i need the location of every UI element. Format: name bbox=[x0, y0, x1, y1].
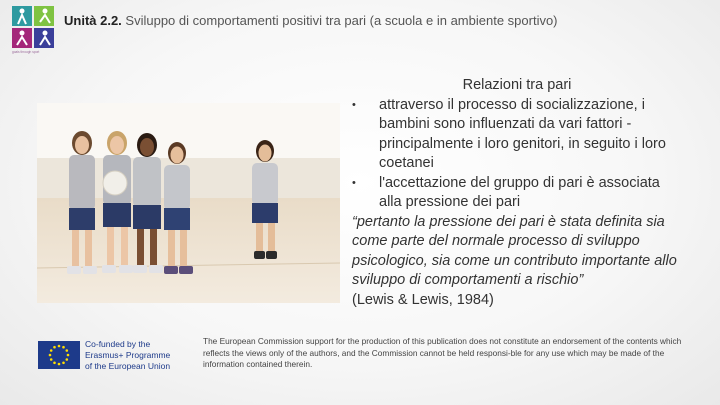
bullet-item bbox=[352, 174, 682, 213]
unit-label: Unità 2.2. bbox=[64, 13, 122, 28]
bullet-text: attraverso il processo di socializzazione, i bambini sono influenzati da vari fattori - principalmente i loro genitori, in seguito i loro coetanei bbox=[379, 96, 666, 171]
eu-line-2: Erasmus+ Programme bbox=[85, 349, 171, 360]
unit-subtitle: Sviluppo di comportamenti positivi tra pari (a scuola e in ambiente sportivo) bbox=[125, 13, 558, 28]
citation: (Lewis & Lewis, 1984) bbox=[352, 291, 494, 308]
eu-flag-icon bbox=[38, 341, 80, 369]
girls-group-photo bbox=[37, 103, 340, 303]
logo-caption: goals through sport bbox=[12, 50, 40, 54]
bullet-dot: • bbox=[352, 176, 356, 189]
eu-line-3: of the European Union bbox=[85, 360, 171, 371]
bullet-item bbox=[352, 96, 682, 174]
logo-figures bbox=[12, 6, 56, 50]
bullet-text: l'accettazione del gruppo di pari è associata alla pressione dei pari bbox=[379, 174, 660, 210]
bullet-dot: • bbox=[352, 98, 356, 111]
project-logo-icon bbox=[12, 6, 56, 56]
section-heading: Relazioni tra pari bbox=[462, 77, 572, 93]
quote-text: “pertanto la pressione dei pari è stata definita sia come parte del normale processo di sviluppo psicologico, sia come un contributo importante allo sviluppo di comportamenti a rischio” bbox=[352, 213, 677, 288]
disclaimer-text: The European Commission support for the production of this publication does not constitute an endorsement of the contents which reflects the views only of the authors, and the Commission cannot be held responsi-ble for any use which may be made of the information contained therein. bbox=[203, 336, 682, 370]
eu-cofunding-text bbox=[85, 339, 195, 371]
page-title bbox=[64, 13, 558, 28]
eu-line-1: Co-funded by the bbox=[85, 339, 151, 349]
main-text bbox=[352, 76, 682, 310]
